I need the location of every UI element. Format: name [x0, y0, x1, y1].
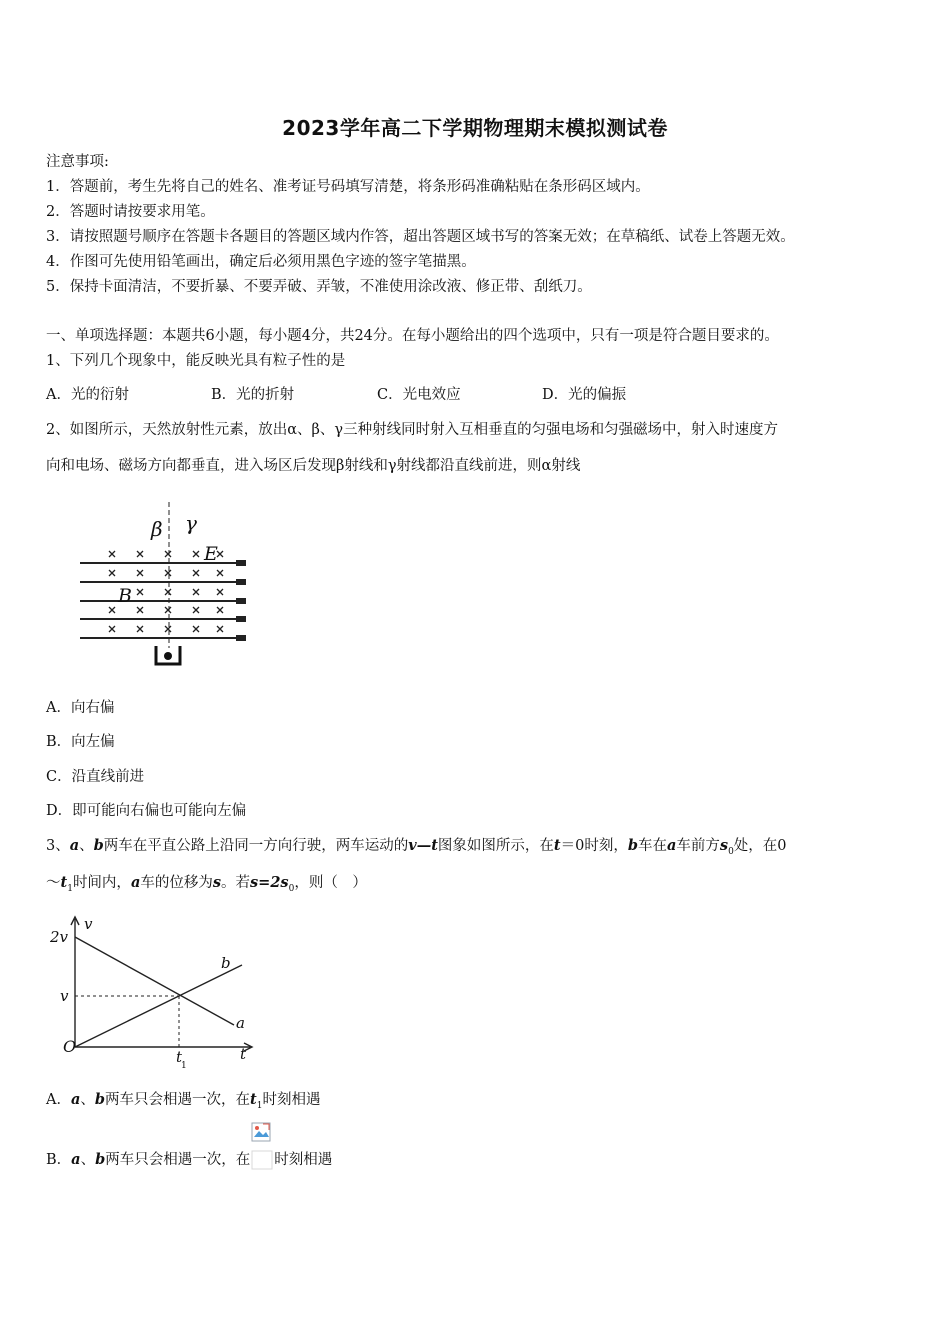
q3-option-a[interactable]: A．a、b两车只会相遇一次，在$t_1$时刻相遇: [46, 1091, 321, 1111]
notice-item-2: 2．答题时请按要求用笔。: [46, 204, 215, 220]
notice-item-4: 4．作图可先使用铅笔画出，确定后必须用黑色字迹的签字笔描黑。: [46, 254, 476, 270]
radioactive-source: [164, 652, 172, 660]
label-magnetic-field: B: [118, 585, 132, 607]
q3-vt-graph: [46, 915, 261, 1075]
y-axis-label: v: [84, 915, 93, 933]
q2-option-c[interactable]: C．沿直线前进: [46, 769, 145, 785]
notice-header: 注意事项:: [46, 154, 109, 170]
field-arrowheads: [236, 560, 246, 641]
q1-stem: 1、下列几个现象中，能反映光具有粒子性的是: [46, 353, 346, 369]
notice-item-3: 3．请按照题号顺序在答题卡各题目的答题区域内作答，超出答题区域书写的答案无效；在草稿纸、试卷上答题无效。: [46, 229, 795, 245]
q3-stem-line1: 3、a、b两车在平直公路上沿同一方向行驶，两车运动的v—t图象如图所示，在t＝0时刻，b车在a车前方$s_0$处，在0: [46, 837, 787, 857]
origin-label: O: [63, 1037, 77, 1056]
q1-options: [46, 385, 626, 405]
q2-stem-line1: 2、如图所示，天然放射性元素，放出α、β、γ三种射线同时射入互相垂直的匀强电场和匀强磁场中，射入时速度方: [46, 422, 779, 438]
x-tick-t1: t: [176, 1048, 183, 1066]
x-tick-t1-sub: 1: [181, 1061, 187, 1071]
notice-item-5: 5．保持卡面清洁，不要折暴、不要弄破、弄皱，不准使用涂改液、修正带、刮纸刀。: [46, 279, 592, 295]
line-a-label: a: [236, 1014, 245, 1032]
q3-stem-line2: $\sim t_1$时间内，a车的位移为s。若$s=2s_0$，则（ ）: [46, 874, 367, 894]
line-b-label: b: [221, 954, 231, 972]
page-title: 2023学年高二下学期物理期末模拟测试卷: [282, 116, 668, 140]
q1-option-d[interactable]: D．光的偏振: [542, 387, 627, 403]
y-tick-v: v: [60, 987, 69, 1005]
q2-stem-line2: 向和电场、磁场方向都垂直，进入场区后发现β射线和γ射线都沿直线前进，则α射线: [46, 458, 581, 474]
section-heading: 一、单项选择题：本题共6小题，每小题4分，共24分。在每小题给出的四个选项中，只有一项是符合题目要求的。: [46, 328, 779, 344]
line-b: [75, 965, 242, 1047]
q2-option-a[interactable]: A．向右偏: [46, 700, 115, 716]
q3-option-b[interactable]: B．a、b两车只会相遇一次，在 时刻相遇: [46, 1150, 332, 1170]
q2-option-b[interactable]: B．向左偏: [46, 734, 115, 750]
label-gamma: γ: [185, 511, 197, 535]
label-electric-field: E: [204, 543, 218, 565]
q2-option-d[interactable]: D．即可能向右偏也可能向左偏: [46, 803, 247, 819]
broken-image-icon: [251, 1150, 273, 1170]
q1-option-c[interactable]: C．光电效应: [377, 387, 461, 403]
label-beta: β: [151, 517, 163, 541]
q2-field-figure: [76, 498, 256, 673]
x-axis-label: t: [240, 1045, 247, 1063]
notice-item-1: 1．答题前，考生先将自己的姓名、准考证号码填写清楚，将条形码准确粘贴在条形码区域内。: [46, 179, 650, 195]
y-tick-2v: 2v: [50, 928, 69, 946]
q1-option-b[interactable]: B．光的折射: [211, 387, 295, 403]
q1-option-a[interactable]: A．光的衍射: [46, 387, 129, 403]
